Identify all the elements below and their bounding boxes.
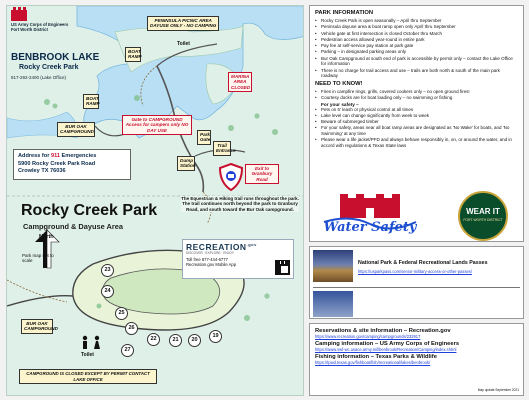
passes-thumbnail-2 [313,291,353,317]
toilet-label-bottom: Toilet [81,352,94,358]
list-item: • Parking – in designated parking areas only [315,49,518,55]
boat-ramp-label-2: BOAT RAMP [83,94,99,109]
park-info-list [315,18,518,79]
list-item: • Courtesy docks are for boat loading only – no swimming or fishing [315,95,518,101]
list-item: • Beware of submerged timber [315,119,518,125]
campsite-marker: 19 [209,330,222,343]
recreation-gov-logo: $RECREATION^{.gov}$ [186,242,257,252]
lake-title: BENBROOK LAKE [11,52,100,63]
need-to-know-heading: NEED TO KNOW! [315,81,363,87]
map-update-date: Map update September 2021 [477,388,519,393]
north-label: North [39,234,54,240]
list-item: • Bur Oak Campground at south end of park is accessible by permit only – contact the Lake Office for information [315,56,518,68]
reservations-title: Reservations & site information – Recreation.gov [315,328,451,334]
boat-ramp-label: BOAT RAMP [125,47,141,62]
park-gate-label: Park Gate [197,130,211,145]
not-to-scale-note: Park map not to scale [22,253,54,264]
campsite-marker: 22 [147,333,160,346]
safety-list [315,107,518,149]
campsite-marker: 23 [101,264,114,277]
campsite-marker: 25 [115,307,128,320]
recreation-gov-card[interactable] [182,239,294,279]
passes-thumbnail [313,250,353,282]
restroom-icon [83,336,100,349]
map-title: Rocky Creek Park [21,202,158,219]
toilet-label-top: Toilet [177,41,190,47]
park-map [6,5,304,396]
gate-campground-label: Gate to CAMPGROUND Access for campers only NO DAY USE [122,115,192,135]
fishing-info-title: Fishing information – Texas Parks & Wildlife [315,354,437,360]
need-to-know-list [315,89,518,101]
marina-closed-label: MARINA AREA CLOSED [228,72,252,92]
camping-info-link[interactable]: https://www.swf-wc.usace.army.mil/benbrook/Recreation/Camping/index.shtml [315,347,457,352]
usace-castle-icon [11,10,27,21]
campsite-marker: 21 [169,334,182,347]
list-item: • Pets on 6' leash or physical control at all times [315,107,518,113]
recreation-info: Toll free 877-444-6777 Recreation.gov Mobile App [186,257,237,268]
list-item: • Fires in campfire rings, grills, covered cookers only – no open ground fires! [315,89,518,95]
resource-links-box [309,323,524,396]
trail-entrance-label: Trail Entrance [213,141,231,156]
recreation-tagline: DISCOVER · EXPLORE · ENJOY [186,251,234,255]
reservations-link[interactable]: https://www.recreation.gov/camping/campgrounds/232917 [315,334,421,339]
bur-oak-label: BUR OAK CAMPGROUND [57,122,95,137]
campsite-marker: 24 [101,285,114,298]
campground-closed-notice: CAMPGROUND IS CLOSED EXCEPT BY PERMIT CONTACT LAKE OFFICE [19,369,157,384]
list-item: • Rocky Creek Park is open seasonally – April thru September [315,18,518,24]
passes-link[interactable]: https://usparkpass.com/senior-military-access-or-other-passes/ [358,269,472,274]
campsite-marker: 26 [125,322,138,335]
water-safety-text: Water Safety [323,220,417,235]
list-item: • Please wear a life jacket/PFD and always behave responsibly in, on, or around the water, and in accord with regulations & Texas State laws [315,137,518,149]
list-item: • Pedestrian access allowed year-round in entire park [315,37,518,43]
emergency-address: Address for 911 Emergencies 5900 Rocky Creek Park Road Crowley TX 76036 [13,149,131,180]
camping-info-title: Camping information – US Army Corps of Engineers [315,341,460,347]
passes-title: National Park & Federal Recreational Lands Passes [358,260,488,266]
trail-note: The Equestrian & Hiking trail runs throughout the park. The trail continues north beyond the park to Granbury Road, and south toward the Bur Oak campground. [181,196,299,212]
list-item: • There is no charge for trail access and use – trails are both north & south of the main park roadway [315,68,518,80]
lake-office-phone: 817-292-2400 (Lake Office) [11,75,66,80]
list-item: • Lake level can change significantly from week to week [315,113,518,119]
campsite-marker: 20 [188,334,201,347]
bur-oak-label-2: BUR OAK CAMPGROUND [21,319,53,334]
divider [313,287,520,288]
water-safety-logo [320,194,420,240]
list-item: • Vehicle gate at first intersection is closed October thru March [315,31,518,37]
campsite-marker: 27 [121,344,134,357]
agency-name: US Army Corps of Engineers Fort Worth District [11,22,69,32]
exit-label: Exit to Granbury Road [245,164,279,184]
safety-heading: For your safety – [321,101,359,107]
address-city: Crowley TX 76036 [18,168,66,175]
list-item: • For your safety, areas near all boat ramp areas are designated as 'No Wake' for boats, and 'No Swimming' at any time [315,125,518,137]
qr-code-icon[interactable] [275,260,290,275]
dump-station-label: Dump Station [177,156,195,171]
park-info-heading: PARK INFORMATION [315,10,374,16]
map-subtitle: Campground & Dayuse Area [23,222,123,231]
park-information-box [309,5,524,242]
peninsula-picnic-label: PENINSULA PICNIC AREA DAYUSE ONLY - NO CAMPING [147,16,219,31]
passes-box [309,246,524,319]
info-column [309,5,524,396]
list-item: • Peninsula dayuse area & boat ramp open only April thru September [315,24,518,30]
list-item: • Pay fee at self-service pay station at park gate [315,43,518,49]
park-name: Rocky Creek Park [19,64,79,71]
wear-it-badge: WEAR IT FORT WORTH DISTRICT [458,191,508,241]
fishing-info-link[interactable]: https://tpwd.texas.gov/fishboat/fish/recreational/lakes/benbrook/ [315,360,431,365]
usace-brand [11,10,71,33]
address-street: 5900 Rocky Creek Park Road [18,160,96,167]
trail-shield-icon [219,163,243,191]
